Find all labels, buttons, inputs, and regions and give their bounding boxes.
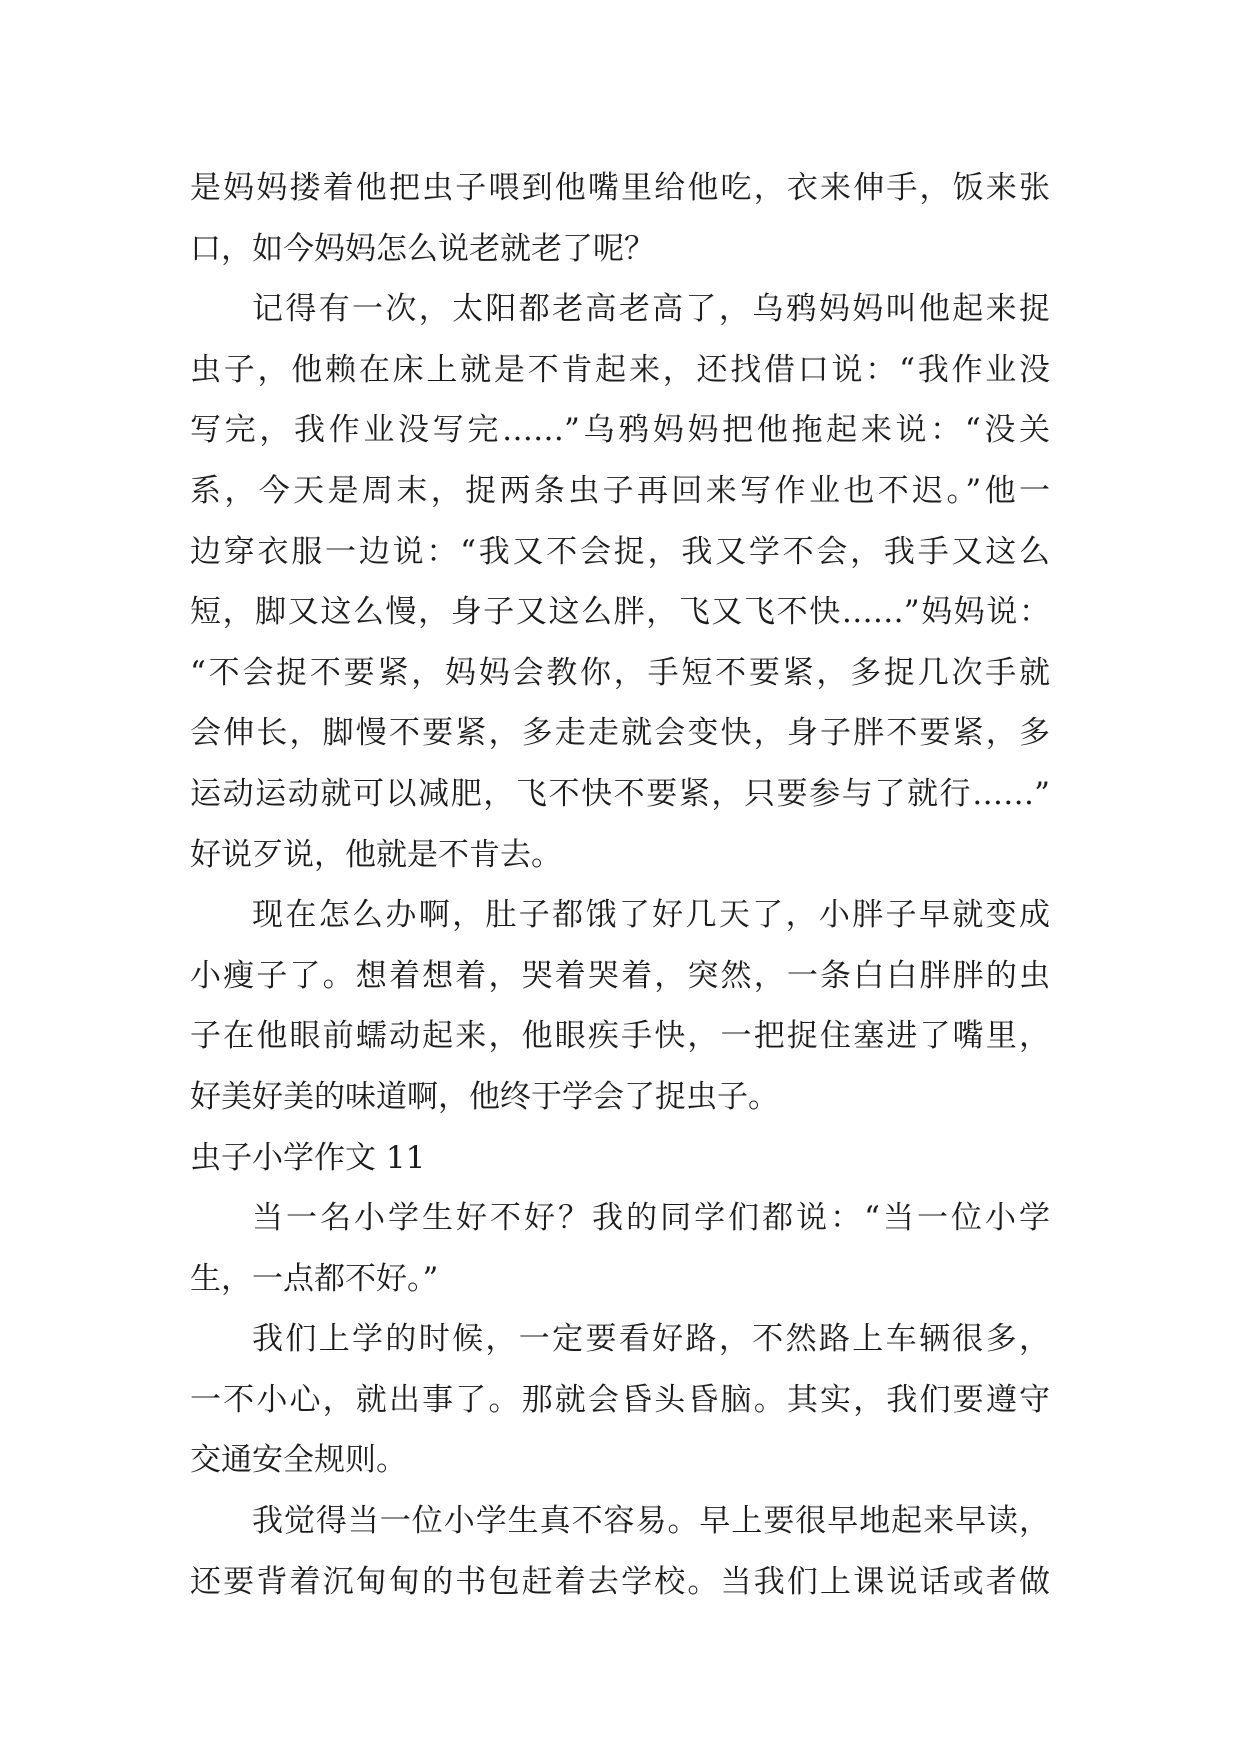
paragraph <box>190 1309 1050 1491</box>
section-heading: 虫子小学作文 11 <box>190 1139 426 1176</box>
paragraph <box>190 1188 1050 1309</box>
text-line: 交通安全规则。 <box>190 1442 407 1479</box>
text-line: 小瘦子了。想着想着，哭着哭着，突然，一条白白胖胖的虫 <box>190 957 1050 994</box>
text-line: “不会捉不要紧，妈妈会教你，手短不要紧，多捉几次手就 <box>190 654 1050 691</box>
text-line: 一不小心，就出事了。那就会昏头昏脑。其实，我们要遵守 <box>190 1381 1050 1418</box>
text-line: 我觉得当一位小学生真不容易。早上要很早地起来早读， <box>252 1503 1050 1540</box>
paragraph <box>190 279 1050 885</box>
text-line: 当一名小学生好不好？我的同学们都说：“当一位小学 <box>252 1200 1050 1237</box>
text-line: 边穿衣服一边说：“我又不会捉，我又学不会，我手又这么 <box>190 533 1050 570</box>
text-line: 系，今天是周末，捉两条虫子再回来写作业也不迟。”他一 <box>190 472 1050 509</box>
text-line: 口，如今妈妈怎么说老就老了呢？ <box>190 230 655 267</box>
text-line: 记得有一次，太阳都老高老高了，乌鸦妈妈叫他起来捉 <box>252 291 1050 328</box>
text-line: 运动运动就可以减肥，飞不快不要紧，只要参与了就行……” <box>190 775 1050 812</box>
text-line: 好美好美的味道啊，他终于学会了捉虫子。 <box>190 1078 779 1115</box>
text-line: 是妈妈搂着他把虫子喂到他嘴里给他吃，衣来伸手，饭来张 <box>190 170 1050 206</box>
document-body <box>190 158 1050 1612</box>
text-line: 会伸长，脚慢不要紧，多走走就会变快，身子胖不要紧，多 <box>190 715 1050 752</box>
text-line: 好说歹说，他就是不肯去。 <box>190 836 562 873</box>
paragraph <box>190 158 1050 279</box>
text-line: 写完，我作业没写完……”乌鸦妈妈把他拖起来说：“没关 <box>190 412 1050 449</box>
text-line: 虫子，他赖在床上就是不肯起来，还找借口说：“我作业没 <box>190 351 1050 388</box>
text-line: 我们上学的时候，一定要看好路，不然路上车辆很多， <box>252 1321 1050 1358</box>
text-line: 生，一点都不好。” <box>190 1260 439 1297</box>
text-line: 还要背着沉甸甸的书包赶着去学校。当我们上课说话或者做 <box>190 1563 1050 1600</box>
text-line: 现在怎么办啊，肚子都饿了好几天了，小胖子早就变成 <box>252 897 1050 934</box>
text-line: 子在他眼前蠕动起来，他眼疾手快，一把捉住塞进了嘴里， <box>190 1018 1050 1055</box>
paragraph <box>190 885 1050 1127</box>
paragraph <box>190 1491 1050 1612</box>
text-line: 短，脚又这么慢，身子又这么胖，飞又飞不快……”妈妈说： <box>190 594 1050 631</box>
